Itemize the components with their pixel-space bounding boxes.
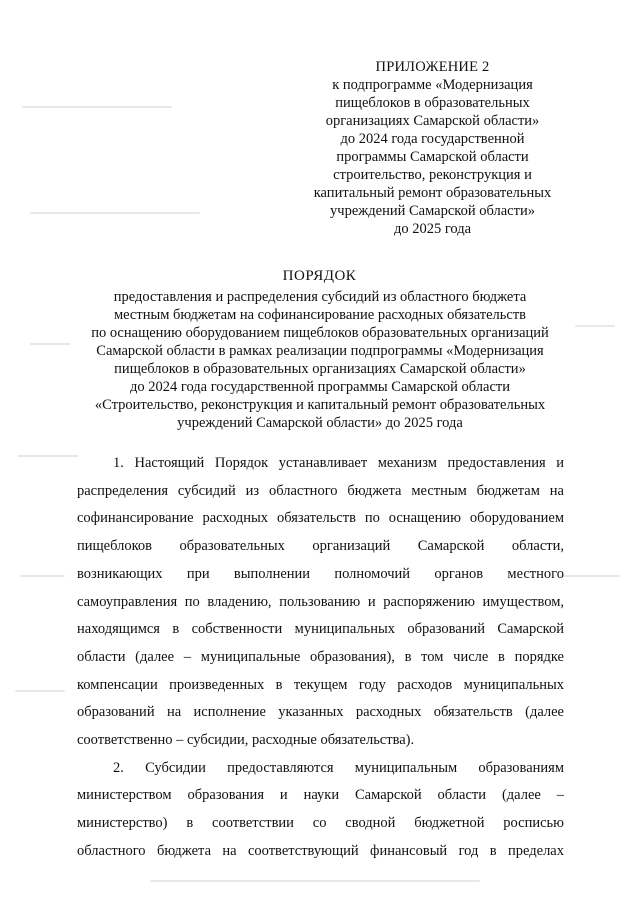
paragraph-line: министерством образования и науки Самарской области (далее – <box>77 787 564 804</box>
paragraph-line: областного бюджета на соответствующий финансовый год в пределах <box>77 842 564 859</box>
subtitle-line: Самарской области в рамках реализации подпрограммы «Модернизация <box>96 343 544 359</box>
scan-noise <box>22 106 172 108</box>
scan-noise <box>15 690 65 692</box>
paragraph-line: министерство) в соответствии со сводной бюджетной росписью <box>77 815 564 832</box>
appendix-line: к подпрограмме «Модернизация <box>332 77 533 93</box>
scan-noise <box>560 575 620 577</box>
scan-noise <box>20 575 65 577</box>
paragraph-line: самоуправления по владению, пользованию и распоряжению имуществом, <box>77 593 564 610</box>
document-subtitle <box>70 288 570 432</box>
appendix-line: организациях Самарской области» <box>325 113 540 129</box>
paragraph-2 <box>77 755 564 866</box>
paragraph-line: пищеблоков образовательных организаций Самарской области, <box>77 538 564 555</box>
appendix-line: пищеблоков в образовательных <box>335 95 530 111</box>
subtitle-line: учреждений Самарской области» до 2025 года <box>177 415 463 431</box>
document-title: ПОРЯДОК <box>282 268 357 284</box>
appendix-line: капитальный ремонт образовательных <box>313 185 552 201</box>
appendix-line: программы Самарской области <box>336 149 529 165</box>
paragraph-line: 1. Настоящий Порядок устанавливает механизм предоставления и <box>113 455 564 471</box>
subtitle-line: местным бюджетам на софинансирование расходных обязательств <box>113 307 527 323</box>
appendix-line: строительство, реконструкция и <box>333 167 532 183</box>
appendix-block <box>300 58 565 238</box>
paragraph-line: компенсации произведенных в текущем году расходов муниципальных <box>77 676 564 693</box>
document-body <box>77 450 564 866</box>
paragraph-1 <box>77 450 564 755</box>
appendix-line: учреждений Самарской области» <box>330 203 535 219</box>
subtitle-line: пищеблоков в образовательных организациях Самарской области» <box>114 361 526 377</box>
paragraph-line: находящимся в собственности муниципальных образований Самарской <box>77 621 564 638</box>
scan-noise <box>30 343 70 345</box>
scan-noise <box>30 212 200 214</box>
subtitle-line: до 2024 года государственной программы Самарской области <box>129 379 511 395</box>
subtitle-line: по оснащению оборудованием пищеблоков образовательных организаций <box>91 325 549 341</box>
paragraph-line: распределения субсидий из областного бюджета местным бюджетам на <box>77 482 564 499</box>
scan-noise <box>575 325 615 327</box>
scan-noise <box>150 880 480 882</box>
paragraph-line: образований на исполнение указанных расходных обязательств (далее <box>77 704 564 721</box>
paragraph-line: возникающих при выполнении полномочий органов местного <box>77 565 564 582</box>
scan-noise <box>18 455 78 457</box>
appendix-line: до 2024 года государственной <box>340 131 525 147</box>
appendix-line: до 2025 года <box>393 221 472 237</box>
appendix-title: ПРИЛОЖЕНИЕ 2 <box>375 59 490 75</box>
paragraph-line: соответственно – субсидии, расходные обязательства). <box>77 732 415 749</box>
paragraph-line: области (далее – муниципальные образования), в том числе в порядке <box>77 648 564 665</box>
paragraph-line: 2. Субсидии предоставляются муниципальным образованиям <box>113 759 564 776</box>
subtitle-line: «Строительство, реконструкция и капитальный ремонт образовательных <box>94 397 546 413</box>
paragraph-line: софинансирование расходных обязательств по оснащению оборудованием <box>77 510 564 527</box>
subtitle-line: предоставления и распределения субсидий из областного бюджета <box>113 289 527 305</box>
